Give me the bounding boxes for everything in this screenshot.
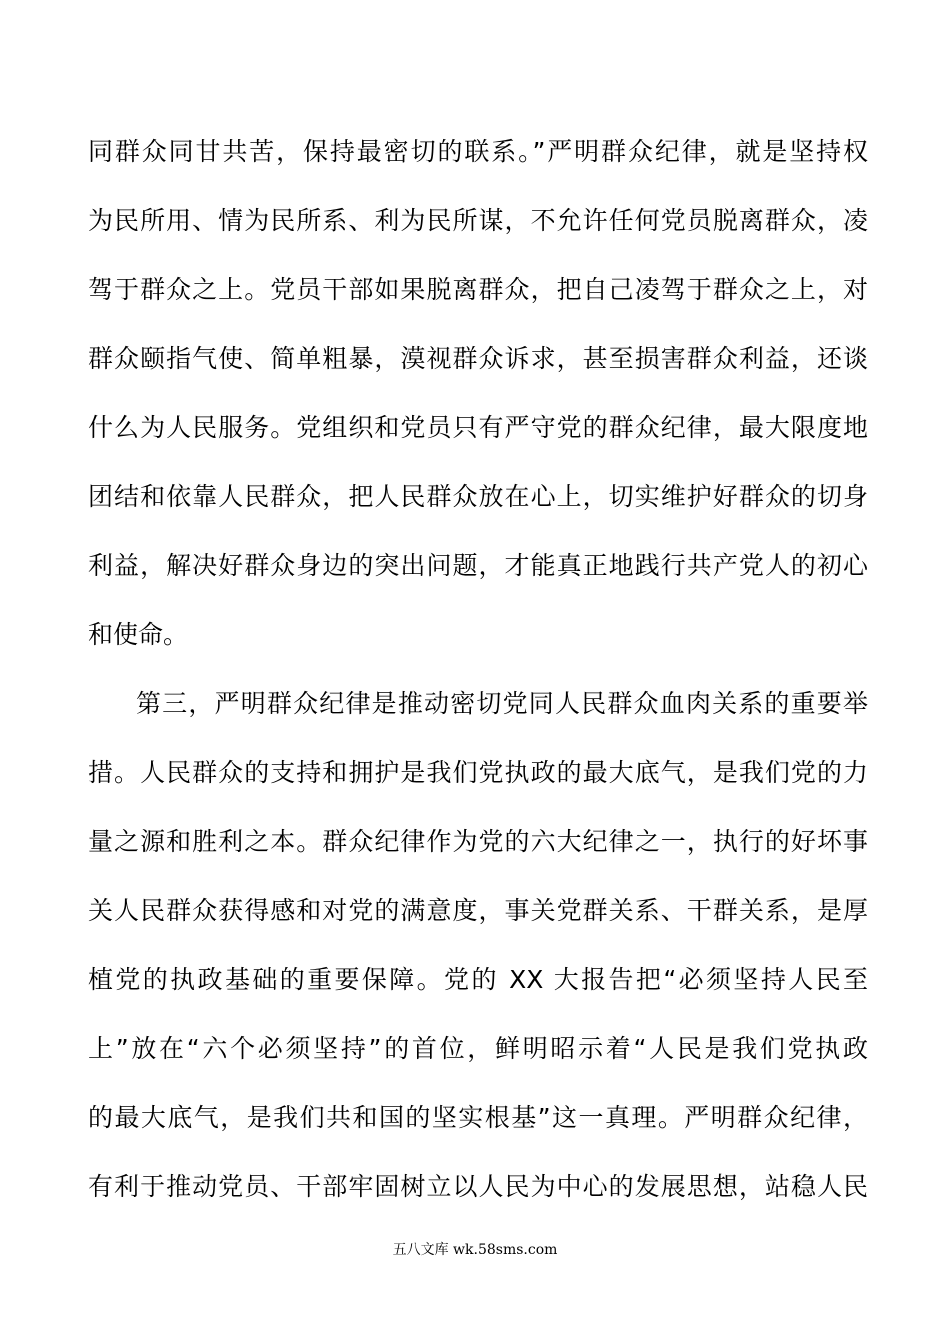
footer-watermark: 五八文库 wk.58sms.com	[392, 1242, 558, 1258]
paragraph-line: 群众颐指气使、简单粗暴，漠视群众诉求，甚至损害群众利益，还谈	[88, 344, 868, 373]
paragraph-line: 什么为人民服务。党组织和党员只有严守党的群众纪律，最大限度地	[88, 413, 868, 442]
paragraph-line: 利益，解决好群众身边的突出问题，才能真正地践行共产党人的初心	[88, 551, 868, 580]
paragraph-line: 措。人民群众的支持和拥护是我们党执政的最大底气，是我们党的力	[88, 758, 868, 787]
paragraph-line: 的最大底气，是我们共和国的坚实根基”这一真理。严明群众纪律，	[88, 1103, 868, 1132]
paragraph-line: 同群众同甘共苦，保持最密切的联系。”严明群众纪律，就是坚持权	[88, 137, 868, 166]
paragraph-line: 团结和依靠人民群众，把人民群众放在心上，切实维护好群众的切身	[88, 482, 868, 511]
paragraph-line: 关人民群众获得感和对党的满意度，事关党群关系、干群关系，是厚	[88, 896, 868, 925]
paragraph-line: 上”放在“六个必须坚持”的首位，鲜明昭示着“人民是我们党执政	[88, 1034, 868, 1063]
paragraph-line: 和使命。	[88, 620, 189, 649]
paragraph-line: 驾于群众之上。党员干部如果脱离群众，把自己凌驾于群众之上，对	[88, 275, 868, 304]
paragraph-line: 植党的执政基础的重要保障。党的 XX 大报告把“必须坚持人民至	[88, 965, 868, 994]
paragraph-line: 有利于推动党员、干部牢固树立以人民为中心的发展思想，站稳人民	[88, 1172, 868, 1201]
paragraph-line: 为民所用、情为民所系、利为民所谋，不允许任何党员脱离群众，凌	[88, 206, 868, 235]
paragraph-line: 第三，严明群众纪律是推动密切党同人民群众血肉关系的重要举	[136, 689, 868, 718]
paragraph-line: 量之源和胜利之本。群众纪律作为党的六大纪律之一，执行的好坏事	[88, 827, 868, 856]
